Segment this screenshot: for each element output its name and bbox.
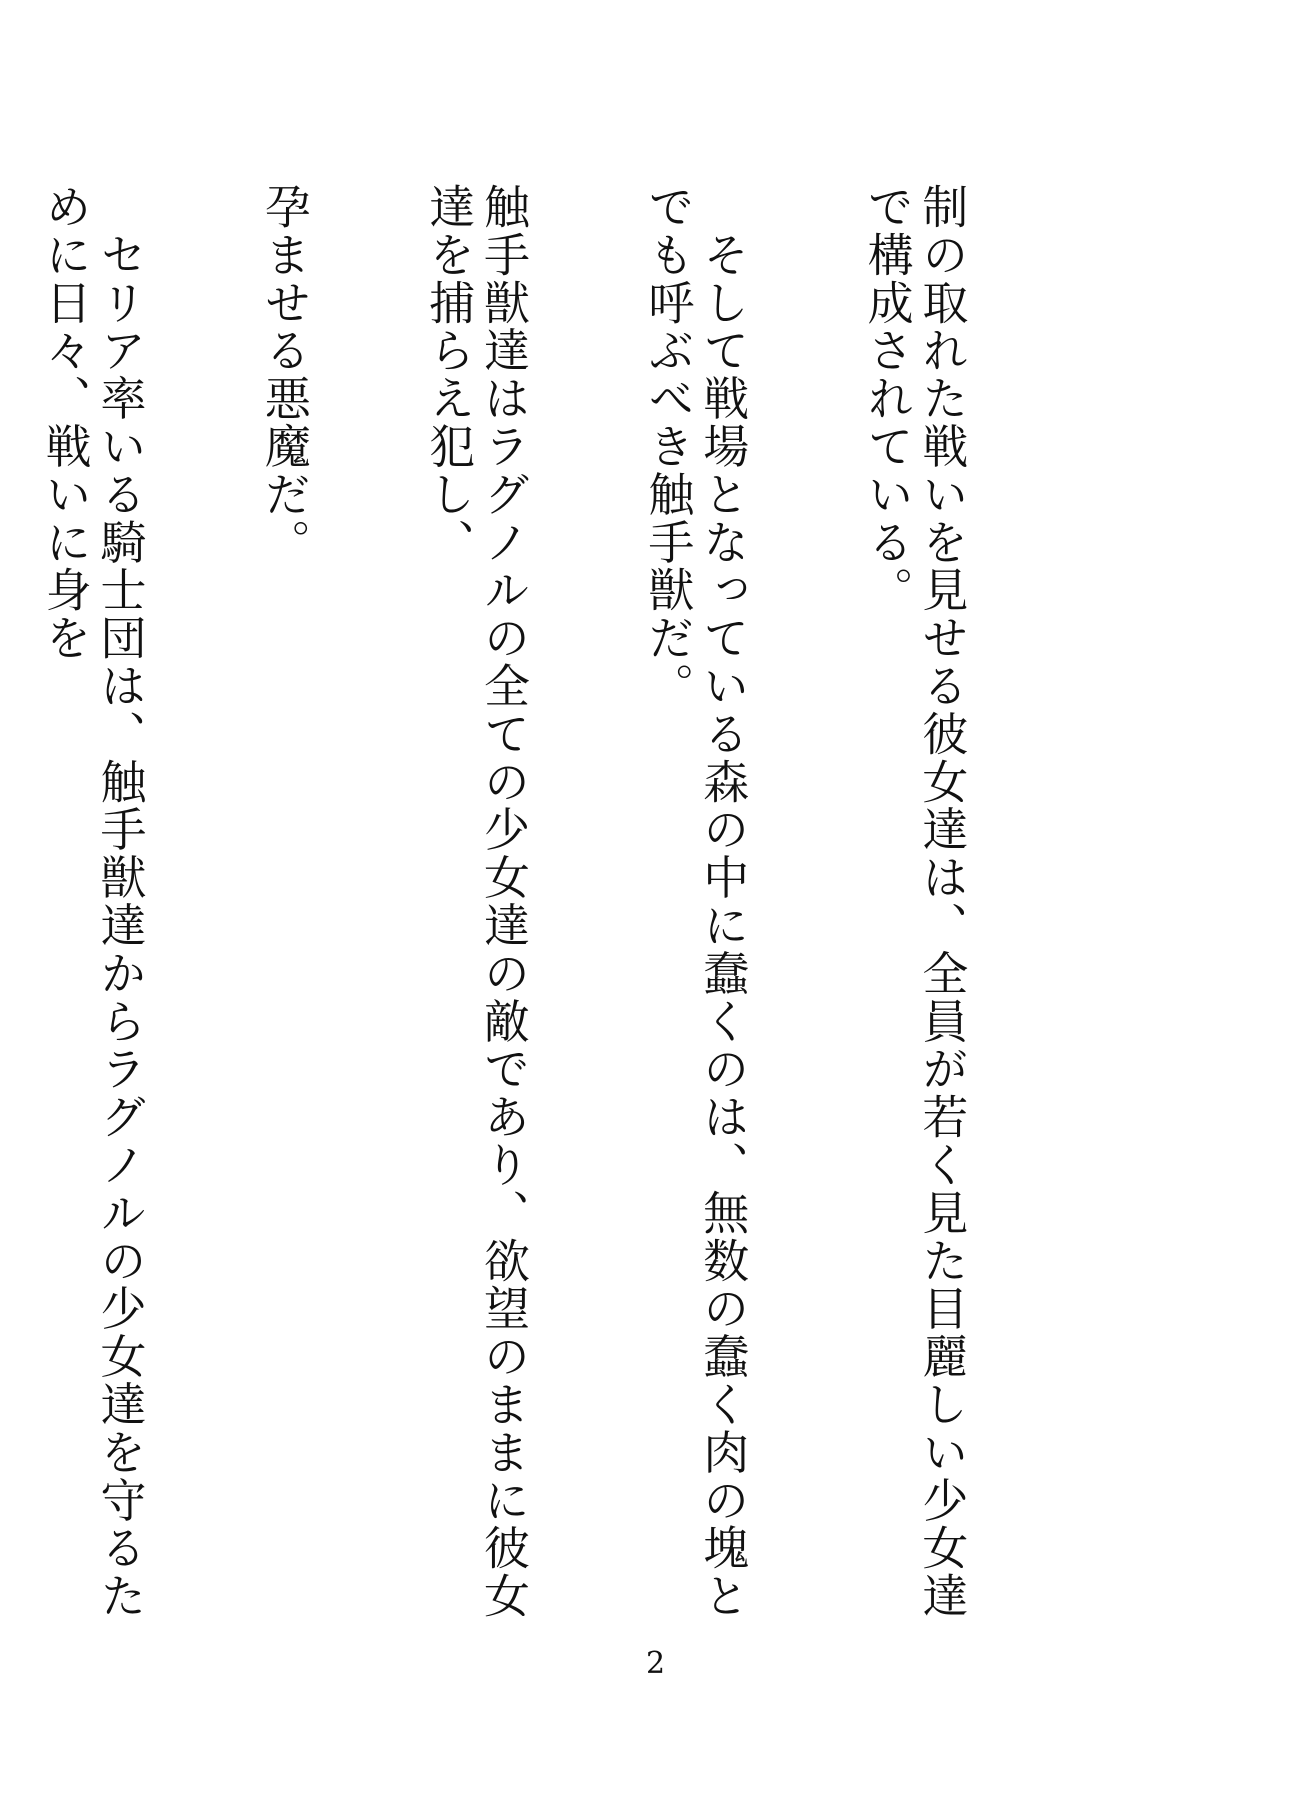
text-line: 触手獣達はラグノルの全ての少女達の敵であり、欲望のままに彼女達を捕らえ犯し、 xyxy=(422,183,532,1620)
vertical-text-body xyxy=(0,183,1079,1653)
text-line: 制の取れた戦いを見せる彼女達は、全員が若く見た目麗しい少女達で構成されている。 xyxy=(860,183,970,1620)
text-line: 孕ませる悪魔だ。 xyxy=(257,183,312,567)
text-line: セリア率いる騎士団は、触手獣達からラグノルの少女達を守るために日々、戦いに身を xyxy=(38,183,148,1620)
page-number: 2 xyxy=(645,1646,666,1681)
text-line: そして戦場となっている森の中に蠢くのは、無数の蠢く肉の塊とでも呼ぶべき触手獣だ。 xyxy=(641,183,751,1621)
